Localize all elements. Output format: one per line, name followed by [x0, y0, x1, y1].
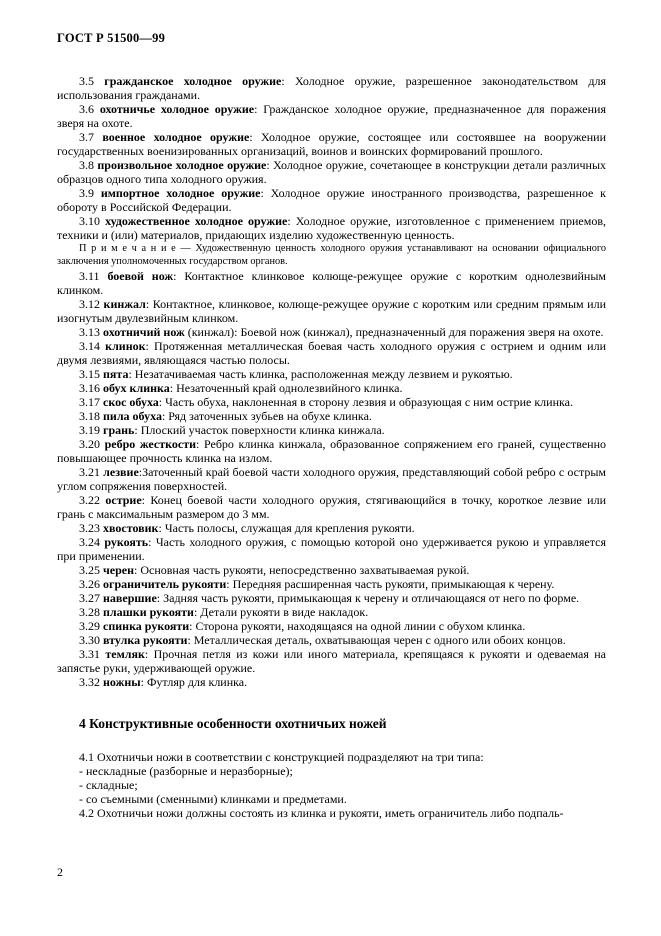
definition-number: 3.16: [79, 381, 103, 396]
definition-paragraph: [57, 647, 606, 675]
definition-paragraph: [57, 381, 606, 395]
definition-text: : Холодное оружие, изготовленное с применением приемов, техники и (или) материалов, придающих изделию художественную ценность.: [57, 214, 607, 242]
body-paragraph: 4.2 Охотничьи ножи должны состоять из клинка и рукояти, иметь ограничитель либо подпаль-: [79, 806, 564, 821]
definition-text: : Протяженная металлическая боевая часть холодного оружия с острием и одним или двумя лезвиями, являющаяся частью полосы.: [57, 339, 607, 368]
definition-text: : Металлическая деталь, охватывающая черен с одного или обоих концов.: [187, 633, 566, 648]
definition-term: черен: [103, 563, 135, 578]
definition-paragraph: [57, 367, 606, 381]
definition-term: хвостовик: [103, 521, 159, 536]
definition-text: : Холодное оружие, сочетающее в конструкции детали различных образцов одного типа холодного оружия.: [57, 158, 607, 186]
definition-paragraph: [57, 130, 606, 158]
definition-number: 3.25: [79, 563, 103, 578]
definition-text: : Незаточенный край однолезвийного клинка.: [169, 381, 403, 396]
definition-number: 3.14: [79, 339, 106, 354]
definition-term: импортное холодное оружие: [100, 186, 261, 200]
definition-number: 3.13: [79, 325, 103, 340]
definition-paragraph: [57, 74, 606, 102]
definition-paragraph: [57, 619, 606, 633]
definition-term: произвольное холодное оружие: [97, 158, 267, 172]
definition-term: рукоять: [104, 535, 149, 550]
definition-number: 3.24: [79, 535, 105, 550]
definition-term: военное холодное оружие: [102, 130, 250, 144]
list-item: - со съемными (сменными) клинками и предметами.: [79, 792, 347, 807]
definition-paragraph: [57, 423, 606, 437]
definition-number: 3.9: [79, 186, 101, 200]
definition-number: 3.19: [79, 423, 103, 438]
note-paragraph: П р и м е ч а н и е — Художественную ценность холодного оружия устанавливают на основании официального заключения уполномоченных государством органов.: [57, 243, 606, 267]
definition-paragraph: [57, 102, 606, 130]
definition-term: навершие: [103, 591, 157, 606]
document-header: ГОСТ Р 51500—99: [57, 31, 166, 45]
definition-text: : Основная часть рукояти, непосредственно захватываемая рукой.: [134, 563, 470, 578]
page-number: 2: [57, 865, 63, 879]
definition-number: 3.10: [79, 214, 106, 228]
definition-term: темляк: [105, 647, 145, 662]
definition-text: : Ряд заточенных зубьев на обухе клинка.: [161, 409, 372, 424]
definition-term: ребро жесткости: [104, 437, 197, 452]
definition-term: гражданское холодное оружие: [104, 74, 282, 88]
definition-term: кинжал: [103, 297, 146, 312]
definition-text: : Часть обуха, наклоненная в сторону лезвия и образующая с ним острие клинка.: [158, 395, 573, 410]
definition-paragraph: [57, 409, 606, 423]
definition-term: художественное холодное оружие: [105, 214, 288, 228]
definition-number: 3.31: [79, 647, 106, 662]
definition-term: охотничий нож: [103, 325, 185, 340]
definition-term: охотничье холодное оружие: [99, 102, 255, 116]
definition-text: : Плоский участок поверхности клинка кинжала.: [134, 423, 385, 438]
definition-number: 3.30: [79, 633, 103, 648]
definition-paragraph: [57, 465, 606, 493]
definition-paragraph: [57, 675, 606, 689]
definition-term: пила обуха: [103, 409, 162, 424]
definition-paragraph: [57, 633, 606, 647]
definition-number: 3.5: [79, 74, 105, 88]
definition-term: плашки рукояти: [103, 605, 194, 620]
definition-number: 3.22: [79, 493, 106, 508]
definition-paragraph: [57, 269, 606, 297]
list-item: - нескладные (разборные и неразборные);: [79, 764, 293, 779]
definition-text: : Часть полосы, служащая для крепления рукояти.: [158, 521, 415, 536]
definition-text: :Заточенный край боевой части холодного оружия, представляющий собой ребро с острым углом сопряжения поверхностей.: [57, 465, 606, 494]
definition-paragraph: [57, 437, 606, 465]
definition-text: : Часть холодного оружия, с помощью которой оно удерживается рукою и управляется при применении.: [57, 535, 606, 564]
definition-term: скос обуха: [103, 395, 159, 410]
definition-text: : Холодное оружие, разрешенное законодательством для использования гражданами.: [57, 74, 607, 102]
definition-paragraph: [57, 521, 606, 535]
definition-number: 3.8: [79, 158, 98, 172]
definition-paragraph: [57, 158, 606, 186]
definition-term: ограничитель рукояти: [103, 577, 227, 592]
definition-number: 3.7: [79, 130, 103, 144]
definition-term: пята: [103, 367, 129, 382]
definition-number: 3.6: [79, 102, 100, 116]
definition-term: грань: [103, 423, 135, 438]
document-content: [57, 74, 606, 820]
definition-text: : Сторона рукояти, находящаяся на одной линии с обухом клинка.: [189, 619, 526, 634]
definition-term: ножны: [103, 675, 141, 690]
definition-text: : Футляр для клинка.: [140, 675, 248, 690]
definition-text: : Конец боевой части холодного оружия, стягивающийся в точку, короткое лезвие или грань с максимальным размером до 3 мм.: [57, 493, 607, 522]
definition-paragraph: [57, 214, 606, 242]
definition-number: 3.20: [79, 437, 105, 452]
definition-text: : Незатачиваемая часть клинка, расположенная между лезвием и рукоятью.: [128, 367, 513, 382]
body-paragraph: 4.1 Охотничьи ножи в соответствии с конструкцией подразделяют на три типа:: [79, 750, 484, 765]
definition-number: 3.32: [79, 675, 103, 690]
definition-term: клинок: [105, 339, 146, 354]
definition-term: острие: [105, 493, 142, 508]
definition-paragraph: [57, 186, 606, 214]
definition-text: : Холодное оружие иностранного производства, разрешенное к обороту в Российской Федерации.: [57, 186, 606, 214]
definition-number: 3.12: [79, 297, 104, 312]
list-item: - складные;: [79, 778, 138, 793]
definition-number: 3.11: [79, 269, 108, 284]
definition-text: : Контактное клинковое колюще-режущее оружие с коротким однолезвийным клинком.: [57, 269, 607, 298]
definition-term: лезвие: [103, 465, 139, 480]
definition-paragraph: [57, 577, 606, 591]
definition-number: 3.28: [79, 605, 103, 620]
definition-text: : Ребро клинка кинжала, образованное сопряжением его граней, существенно повышающее прочность клинка на излом.: [57, 437, 607, 466]
definition-text: : Гражданское холодное оружие, предназначенное для поражения зверя на охоте.: [57, 102, 606, 130]
definitions-list: [57, 74, 606, 689]
definition-text: : Передняя расширенная часть рукояти, примыкающая к черену.: [226, 577, 555, 592]
section-4-heading: 4 Конструктивные особенности охотничьих ножей: [79, 716, 387, 732]
definition-text: (кинжал): Боевой нож (кинжал), предназначенный для поражения зверя на охоте.: [184, 325, 604, 340]
definition-term: боевой нож: [107, 269, 174, 284]
definition-paragraph: [57, 591, 606, 605]
definition-number: 3.29: [79, 619, 103, 634]
definition-number: 3.27: [79, 591, 103, 606]
definition-paragraph: [57, 325, 606, 339]
definition-term: втулка рукояти: [103, 633, 188, 648]
definition-paragraph: [57, 535, 606, 563]
definition-text: : Прочная петля из кожи или иного материала, крепящаяся к рукояти и одеваемая на запястье руки, удерживающей оружие.: [57, 647, 606, 676]
definition-paragraph: [57, 563, 606, 577]
definition-term: спинка рукояти: [103, 619, 190, 634]
definition-text: : Задняя часть рукояти, примыкающая к черену и отличающаяся от него по форме.: [156, 591, 580, 606]
definition-paragraph: [57, 339, 606, 367]
definition-paragraph: [57, 605, 606, 619]
definition-paragraph: [57, 297, 606, 325]
definition-text: : Холодное оружие, состоящее или состоявшее на вооружении государственных военизированных организаций, воинов и воинских формирований прошлого.: [57, 130, 606, 158]
definition-text: : Детали рукояти в виде накладок.: [193, 605, 369, 620]
definition-term: обух клинка: [103, 381, 170, 396]
definition-paragraph: [57, 395, 606, 409]
definition-text: : Контактное, клинковое, колюще-режущее оружие с коротким или средним прямым или изогнутым двулезвийным клинком.: [57, 297, 607, 326]
section-4-content: [57, 750, 606, 820]
definition-number: 3.15: [79, 367, 103, 382]
definition-number: 3.21: [79, 465, 104, 480]
definition-number: 3.23: [79, 521, 103, 536]
definition-number: 3.18: [79, 409, 103, 424]
definition-paragraph: [57, 493, 606, 521]
definition-number: 3.17: [79, 395, 103, 410]
definition-number: 3.26: [79, 577, 103, 592]
